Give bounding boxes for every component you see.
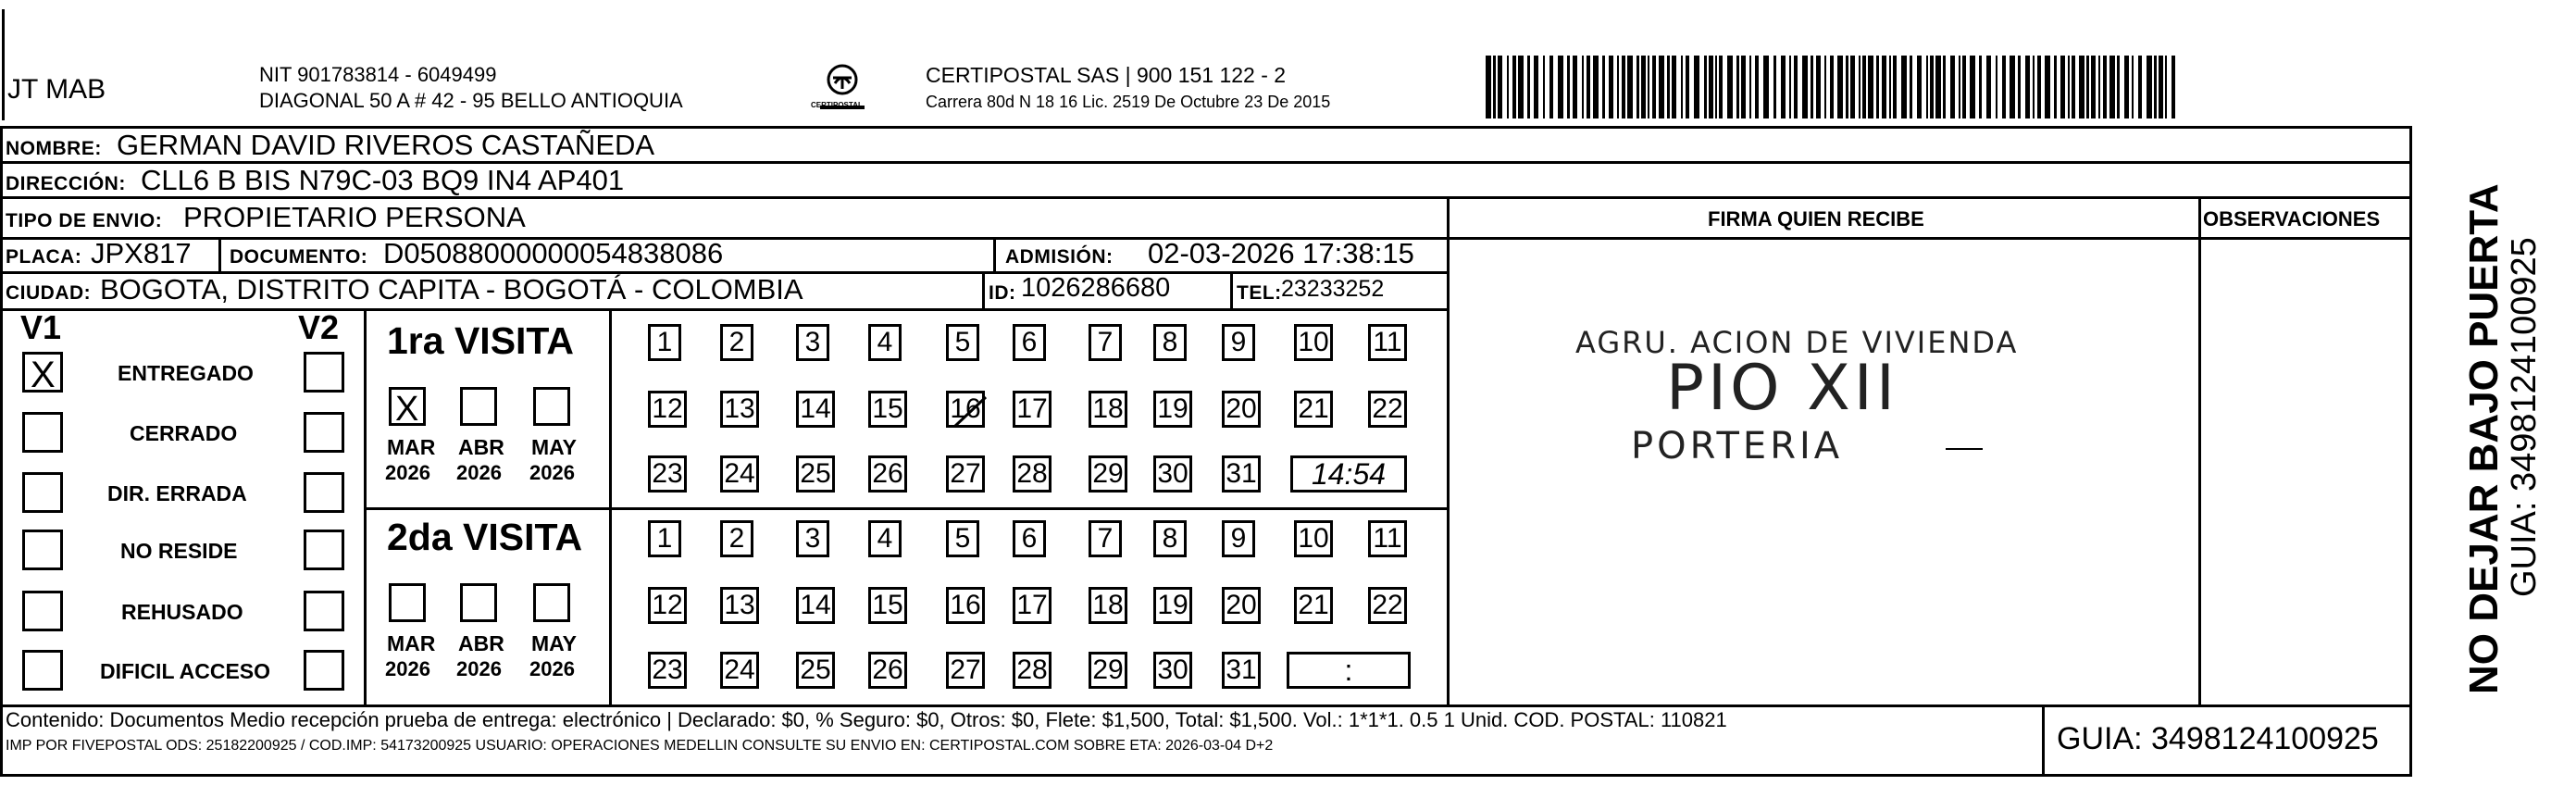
footer-content: Contenido: Documentos Medio recepción prueba de entrega: electrónico | Declarado: $0, % Seguro: $0, Otros: $0, Flete: $1,500, Total: $1,500. Vol.: 1*1*1. 0.5 1 Unid. COD. POSTAL: 110821	[6, 708, 1727, 731]
barcode-bar	[2172, 56, 2175, 118]
day-box[interactable]: 6	[1013, 520, 1046, 557]
v1-checkbox[interactable]	[22, 472, 63, 513]
barcode-bar	[1749, 56, 1751, 118]
barcode-bar	[1859, 56, 1860, 118]
status-label: NO RESIDE	[120, 539, 238, 563]
barcode-bar	[1667, 56, 1670, 118]
barcode-bar	[1781, 56, 1786, 118]
stamp-dash	[1946, 448, 1983, 450]
barcode-bar	[1686, 56, 1689, 118]
sender-nit: NIT 901783814 - 6049499	[259, 63, 497, 86]
barcode-bar	[1709, 56, 1713, 118]
recipient-name: GERMAN DAVID RIVEROS CASTAÑEDA	[117, 129, 655, 161]
day-box[interactable]: 14	[796, 587, 835, 624]
stamp-line-3: PORTERIA	[1631, 425, 1844, 468]
day-box[interactable]: 17	[1013, 391, 1052, 428]
barcode-bar	[1979, 56, 1982, 118]
day-box[interactable]: 28	[1013, 652, 1052, 689]
day-box[interactable]: 20	[1222, 391, 1261, 428]
v1-checkbox[interactable]	[22, 412, 63, 453]
day-box[interactable]: 21	[1294, 587, 1333, 624]
barcode-bar	[2124, 56, 2129, 118]
stamp-line-1: AGRU. ACION DE VIVIENDA	[1575, 325, 2019, 360]
barcode-bar	[2154, 56, 2157, 118]
time-box[interactable]: :	[1287, 652, 1411, 689]
barcode-bar	[2159, 56, 2163, 118]
day-box[interactable]: 24	[720, 652, 759, 689]
barcode-bar	[1935, 56, 1941, 118]
day-box[interactable]: 27	[946, 652, 985, 689]
day-strike-mark	[949, 393, 988, 438]
barcode-bar	[1518, 56, 1524, 118]
v1-check-mark: X	[31, 355, 56, 395]
month-label: MAY	[531, 435, 577, 459]
barcode-bar	[1816, 56, 1821, 118]
status-label: DIR. ERRADA	[107, 481, 247, 505]
barcode-bar	[1493, 56, 1496, 118]
barcode-bar	[1681, 56, 1683, 118]
city-label: CIUDAD:	[6, 282, 92, 304]
barcode-bar	[2098, 56, 2100, 118]
barcode-bar	[1959, 56, 1960, 118]
barcode-bar	[1962, 56, 1966, 118]
barcode-bar	[1719, 56, 1723, 118]
day-box[interactable]: 18	[1089, 587, 1127, 624]
barcode-bar	[1704, 56, 1707, 118]
day-box[interactable]: 15	[868, 391, 907, 428]
day-box[interactable]: 20	[1222, 587, 1261, 624]
status-label: DIFICIL ACCESO	[100, 659, 271, 683]
day-box[interactable]: 9	[1222, 520, 1255, 557]
year-label: 2026	[385, 657, 430, 680]
barcode-bar	[2037, 56, 2041, 118]
barcode-bar	[2068, 56, 2070, 118]
year-label: 2026	[529, 657, 575, 680]
barcode-bar	[1824, 56, 1826, 118]
barcode-bar	[2060, 56, 2065, 118]
second-visit-title: 2da VISITA	[387, 516, 583, 558]
v2-label: V2	[298, 308, 340, 346]
barcode-bar	[1498, 56, 1502, 118]
barcode-bar	[1549, 56, 1553, 118]
barcode-bar	[1627, 56, 1633, 118]
barcode-bar	[2132, 56, 2134, 118]
day-box[interactable]: 19	[1153, 391, 1192, 428]
admission-value: 02-03-2026 17:38:15	[1148, 237, 1414, 269]
barcode-bar	[2045, 56, 2050, 118]
id-value: 1026286680	[1021, 273, 1171, 303]
day-box[interactable]: 2	[720, 324, 753, 361]
barcode-bar	[2002, 56, 2006, 118]
barcode-bar	[1901, 56, 1907, 118]
barcode-bar	[2117, 56, 2120, 118]
day-box[interactable]: 19	[1153, 587, 1192, 624]
barcode-bar	[1486, 56, 1491, 118]
v2-checkbox[interactable]	[304, 472, 344, 513]
barcode-bar	[1622, 56, 1625, 118]
barcode-bar	[1582, 56, 1584, 118]
barcode-bar	[1876, 56, 1879, 118]
sender-address: DIAGONAL 50 A # 42 - 95 BELLO ANTIOQUIA	[259, 89, 683, 112]
barcode-bar	[2079, 56, 2084, 118]
month-checkbox[interactable]	[389, 387, 426, 429]
side-warning: NO DEJAR BAJO PUERTA	[2461, 183, 2507, 694]
v2-checkbox[interactable]	[304, 412, 344, 453]
signature-left-line	[1447, 196, 1450, 704]
day-box[interactable]: 10	[1294, 520, 1333, 557]
day-box[interactable]: 7	[1089, 520, 1122, 557]
year-label: 2026	[456, 657, 502, 680]
day-box[interactable]: 22	[1368, 391, 1407, 428]
year-label: 2026	[456, 461, 502, 484]
barcode-bar	[2025, 56, 2030, 118]
plate-divider	[218, 237, 221, 271]
barcode-bar	[1943, 56, 1946, 118]
barcode-bar	[1917, 56, 1922, 118]
day-box[interactable]: 31	[1222, 652, 1261, 689]
barcode-bar	[1617, 56, 1619, 118]
v2-checkbox[interactable]	[304, 591, 344, 631]
barcode	[1486, 56, 2175, 118]
barcode-bar	[1950, 56, 1955, 118]
month-checkbox[interactable]	[460, 387, 497, 426]
company-address: Carrera 80d N 18 16 Lic. 2519 De Octubre 23 De 2015	[926, 93, 1331, 111]
barcode-bar	[1512, 56, 1516, 118]
barcode-bar	[1802, 56, 1808, 118]
barcode-bar	[1567, 56, 1570, 118]
month-label: ABR	[458, 631, 504, 655]
barcode-bar	[1986, 56, 1991, 118]
status-label: ENTREGADO	[118, 361, 254, 385]
barcode-bar	[1996, 56, 1997, 118]
name-label: NOMBRE:	[6, 138, 102, 159]
day-box[interactable]: 29	[1089, 455, 1127, 493]
id-label: ID:	[989, 282, 1016, 304]
day-box[interactable]: 15	[868, 587, 907, 624]
footer-guia: GUIA: 3498124100925	[2057, 721, 2379, 756]
day-box[interactable]: 17	[1013, 587, 1052, 624]
year-label: 2026	[385, 461, 430, 484]
barcode-bar	[2103, 56, 2107, 118]
day-box[interactable]: 8	[1153, 324, 1187, 361]
barcode-bar	[1672, 56, 1676, 118]
day-box[interactable]: 21	[1294, 391, 1333, 428]
frame-bottom-line	[0, 774, 2412, 777]
barcode-bar	[1593, 56, 1599, 118]
barcode-bar	[2138, 56, 2142, 118]
day-box[interactable]: 1	[648, 520, 681, 557]
barcode-bar	[1811, 56, 1813, 118]
recipient-address: CLL6 B BIS N79C-03 BQ9 IN4 AP401	[141, 164, 625, 196]
barcode-bar	[1652, 56, 1656, 118]
plate-label: PLACA:	[6, 246, 82, 268]
day-box[interactable]: 13	[720, 391, 759, 428]
month-checkbox[interactable]	[389, 583, 426, 622]
admission-divider	[993, 237, 996, 271]
city-value: BOGOTA, DISTRITO CAPITA - BOGOTÁ - COLOMBIA	[100, 273, 803, 305]
day-box[interactable]: 5	[946, 324, 979, 361]
day-box[interactable]: 16	[946, 587, 985, 624]
row-line-2	[0, 196, 2409, 199]
barcode-bar	[1862, 56, 1866, 118]
side-guia: GUIA: 3498124100925	[2505, 237, 2544, 597]
day-box[interactable]: 6	[1013, 324, 1046, 361]
barcode-bar	[1789, 56, 1791, 118]
time-box[interactable]: 14:54	[1290, 455, 1407, 493]
plate-value: JPX817	[91, 237, 192, 269]
barcode-bar	[1507, 56, 1509, 118]
day-box[interactable]: 23	[648, 652, 687, 689]
logo-text: CERTIPOSTAL	[811, 101, 863, 109]
barcode-bar	[1926, 56, 1928, 118]
day-box[interactable]: 12	[648, 587, 687, 624]
day-box[interactable]: 4	[868, 324, 902, 361]
barcode-bar	[2147, 56, 2152, 118]
day-box[interactable]: 30	[1153, 455, 1192, 493]
day-box[interactable]: 30	[1153, 652, 1192, 689]
footer-guia-divider	[2042, 704, 2045, 774]
barcode-bar	[1534, 56, 1538, 118]
row-line-5	[0, 308, 1447, 311]
day-box[interactable]: 16	[946, 391, 985, 428]
barcode-bar	[1727, 56, 1733, 118]
barcode-bar	[1659, 56, 1664, 118]
barcode-bar	[1736, 56, 1739, 118]
admission-label: ADMISIÓN:	[1005, 246, 1114, 268]
shipping-type: PROPIETARIO PERSONA	[183, 201, 526, 233]
day-box[interactable]: 9	[1222, 324, 1255, 361]
barcode-bar	[1837, 56, 1843, 118]
day-box[interactable]: 3	[796, 520, 829, 557]
barcode-bar	[2086, 56, 2089, 118]
barcode-bar	[1527, 56, 1530, 118]
day-box[interactable]: 28	[1013, 455, 1052, 493]
tel-divider	[1230, 271, 1233, 308]
barcode-bar	[1910, 56, 1912, 118]
month-checkbox[interactable]	[460, 583, 497, 622]
barcode-bar	[1882, 56, 1886, 118]
month-checkbox[interactable]	[533, 583, 570, 622]
v2-checkbox[interactable]	[304, 352, 344, 393]
day-box[interactable]: 3	[796, 324, 829, 361]
id-divider	[982, 271, 985, 308]
day-box[interactable]: 24	[720, 455, 759, 493]
sender-code: JT MAB	[7, 74, 106, 105]
signature-label: FIRMA QUIEN RECIBE	[1708, 207, 1924, 231]
barcode-bar	[1694, 56, 1699, 118]
barcode-bar	[1558, 56, 1563, 118]
month-label: MAY	[531, 631, 577, 655]
barcode-bar	[1573, 56, 1577, 118]
barcode-bar	[1755, 56, 1759, 118]
tel-value: 23233252	[1281, 276, 1385, 302]
day-box[interactable]: 14	[796, 391, 835, 428]
day-box[interactable]: 25	[796, 455, 835, 493]
footer-top-line	[0, 704, 2409, 707]
day-box[interactable]: 29	[1089, 652, 1127, 689]
barcode-bar	[2054, 56, 2057, 118]
day-box[interactable]: 1	[648, 324, 681, 361]
barcode-bar	[1636, 56, 1639, 118]
v2-checkbox[interactable]	[304, 650, 344, 691]
barcode-bar	[1763, 56, 1769, 118]
day-box[interactable]: 18	[1089, 391, 1127, 428]
barcode-bar	[1609, 56, 1613, 118]
document-label: DOCUMENTO:	[230, 246, 368, 268]
day-box[interactable]: 2	[720, 520, 753, 557]
visit-days-line	[609, 308, 612, 704]
status-label: CERRADO	[130, 421, 238, 445]
day-box[interactable]: 13	[720, 587, 759, 624]
v2-checkbox[interactable]	[304, 530, 344, 570]
barcode-bar	[1794, 56, 1798, 118]
day-box[interactable]: 27	[946, 455, 985, 493]
barcode-bar	[1543, 56, 1545, 118]
day-box[interactable]: 25	[796, 652, 835, 689]
barcode-bar	[1893, 56, 1897, 118]
barcode-bar	[1846, 56, 1848, 118]
frame-left-line	[0, 126, 3, 774]
v1-checkbox[interactable]	[22, 650, 63, 691]
day-box[interactable]: 31	[1222, 455, 1261, 493]
side-label	[2407, 176, 2544, 694]
barcode-bar	[1850, 56, 1855, 118]
stamp-line-2: PIO XII	[1666, 352, 1898, 425]
day-box[interactable]: 8	[1153, 520, 1187, 557]
status-label: REHUSADO	[121, 600, 243, 624]
barcode-bar	[1868, 56, 1873, 118]
first-visit-title: 1ra VISITA	[387, 319, 575, 362]
barcode-bar	[1930, 56, 1934, 118]
company-name: CERTIPOSTAL SAS | 900 151 122 - 2	[926, 63, 1287, 87]
v1-checkbox[interactable]	[22, 530, 63, 570]
day-box[interactable]: 12	[648, 391, 687, 428]
barcode-bar	[2109, 56, 2115, 118]
year-label: 2026	[529, 461, 575, 484]
tel-label: TEL:	[1237, 282, 1282, 304]
observations-left-line	[2198, 196, 2201, 704]
day-box[interactable]: 26	[868, 455, 907, 493]
barcode-bar	[2018, 56, 2021, 118]
v1-label: V1	[20, 308, 62, 346]
address-label: DIRECCIÓN:	[6, 173, 126, 194]
barcode-bar	[1773, 56, 1776, 118]
month-check-mark: X	[395, 390, 419, 429]
barcode-bar	[2010, 56, 2015, 118]
barcode-bar	[2165, 56, 2167, 118]
v1-checkbox[interactable]	[22, 352, 63, 393]
barcode-bar	[1587, 56, 1590, 118]
barcode-bar	[1602, 56, 1605, 118]
day-box[interactable]: 11	[1368, 324, 1407, 361]
barcode-bar	[1641, 56, 1646, 118]
month-checkbox[interactable]	[533, 387, 570, 426]
visit-left-line	[364, 308, 367, 704]
v1-checkbox[interactable]	[22, 591, 63, 631]
observations-label: OBSERVACIONES	[2203, 207, 2381, 231]
day-box[interactable]: 10	[1294, 324, 1333, 361]
barcode-bar	[1970, 56, 1975, 118]
left-edge-line	[2, 9, 5, 120]
day-box[interactable]: 4	[868, 520, 902, 557]
barcode-bar	[1648, 56, 1649, 118]
barcode-bar	[2091, 56, 2096, 118]
day-box[interactable]: 22	[1368, 587, 1407, 624]
month-label: MAR	[387, 631, 436, 655]
month-label: MAR	[387, 435, 436, 459]
barcode-bar	[1830, 56, 1834, 118]
type-label: TIPO DE ENVIO:	[6, 210, 163, 231]
month-label: ABR	[458, 435, 504, 459]
document-value: D05088000000054838086	[383, 237, 724, 269]
footer-print-info: IMP POR FIVEPOSTAL ODS: 25182200925 / COD.IMP: 54173200925 USUARIO: OPERACIONES MEDELLIN CONSULTE SU ENVIO EN: CERTIPOSTAL.COM SOBRE ETA: 2026-03-04 D+2	[6, 738, 1274, 754]
visit-separator-line	[364, 507, 1447, 510]
barcode-bar	[1741, 56, 1746, 118]
barcode-bar	[1715, 56, 1717, 118]
day-box[interactable]: 11	[1368, 520, 1407, 557]
barcode-bar	[2033, 56, 2035, 118]
day-box[interactable]: 7	[1089, 324, 1122, 361]
day-box[interactable]: 5	[946, 520, 979, 557]
barcode-bar	[2072, 56, 2075, 118]
barcode-bar	[1889, 56, 1891, 118]
day-box[interactable]: 23	[648, 455, 687, 493]
day-box[interactable]: 26	[868, 652, 907, 689]
